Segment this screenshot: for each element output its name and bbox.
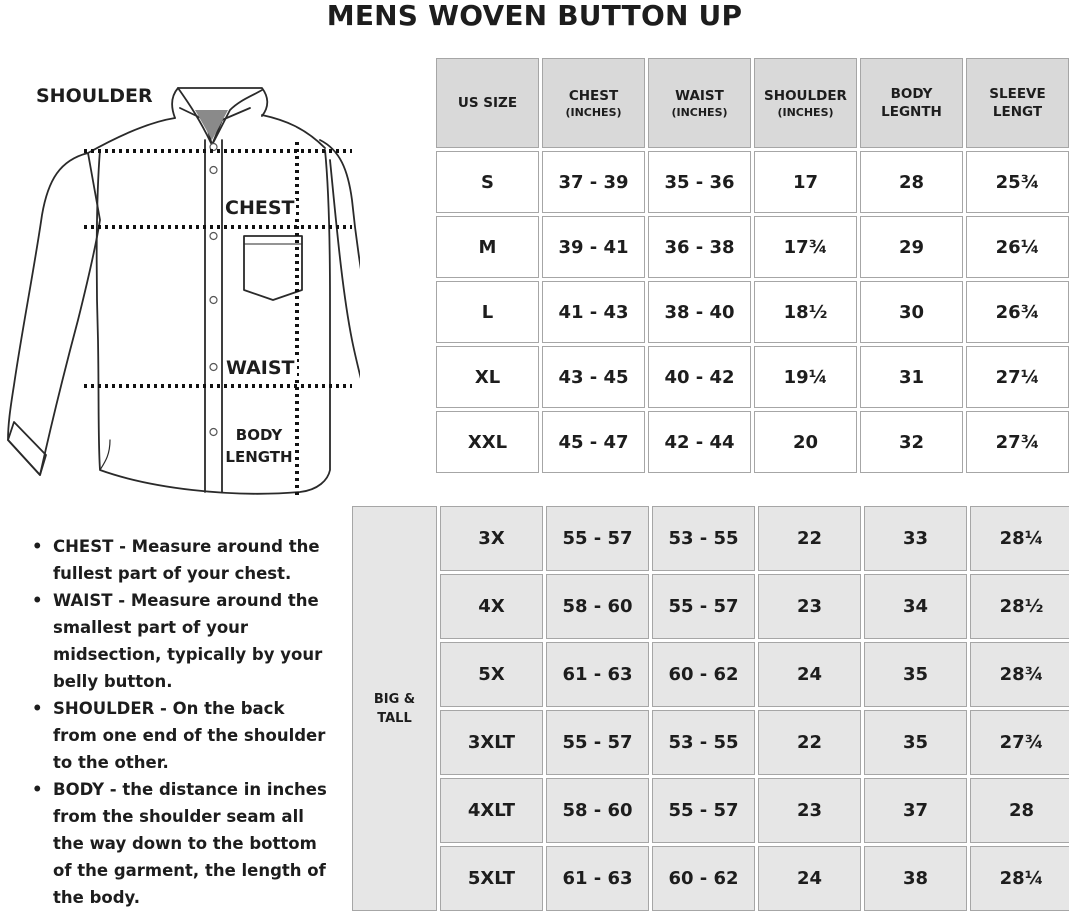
size-cell: 3X — [440, 506, 543, 571]
size-cell: 4X — [440, 574, 543, 639]
chest-cell: 43 - 45 — [542, 346, 645, 408]
regular-size-table — [436, 58, 1069, 473]
header-us-size-text: US SIZE — [457, 95, 518, 111]
header-waist — [648, 58, 751, 148]
sleeve-length-cell: 27¾ — [966, 411, 1069, 473]
body-length-cell: 28 — [860, 151, 963, 213]
shoulder-cell: 17 — [754, 151, 857, 213]
body-length-cell: 35 — [864, 710, 967, 775]
sleeve-length-cell: 26¼ — [966, 216, 1069, 278]
header-waist-unit: (INCHES) — [671, 105, 728, 119]
waist-cell: 53 - 55 — [652, 506, 755, 571]
header-shoulder-text: SHOULDER — [764, 87, 847, 104]
shoulder-cell: 23 — [758, 778, 861, 843]
size-cell: S — [436, 151, 539, 213]
body-length-cell: 31 — [860, 346, 963, 408]
waist-cell: 38 - 40 — [648, 281, 751, 343]
body-length-cell: 37 — [864, 778, 967, 843]
chest-cell: 61 - 63 — [546, 642, 649, 707]
size-cell: L — [436, 281, 539, 343]
size-cell: 5XLT — [440, 846, 543, 911]
header-chest-unit: (INCHES) — [565, 105, 622, 119]
shoulder-cell: 23 — [758, 574, 861, 639]
header-shoulder — [754, 58, 857, 148]
chest-cell: 58 - 60 — [546, 574, 649, 639]
big-tall-size-table — [352, 506, 1069, 911]
size-cell: 5X — [440, 642, 543, 707]
sleeve-length-cell: 28¼ — [970, 846, 1069, 911]
big-tall-label-line1: BIG & — [373, 691, 416, 707]
big-tall-label-line2: TALL — [377, 710, 412, 726]
body-length-cell: 35 — [864, 642, 967, 707]
chest-cell: 61 - 63 — [546, 846, 649, 911]
sleeve-length-cell: 28 — [970, 778, 1069, 843]
shirt-left-cuff — [8, 422, 46, 475]
shirt-right-sleeve — [320, 140, 360, 413]
page-title: MENS WOVEN BUTTON UP — [326, 0, 743, 32]
header-shoulder-unit: (INCHES) — [777, 105, 834, 119]
waist-cell: 60 - 62 — [652, 846, 755, 911]
shoulder-cell: 20 — [754, 411, 857, 473]
sleeve-length-cell: 25¾ — [966, 151, 1069, 213]
sleeve-length-cell: 27¾ — [970, 710, 1069, 775]
waist-cell: 60 - 62 — [652, 642, 755, 707]
sleeve-length-cell: 28¾ — [970, 642, 1069, 707]
size-cell: 4XLT — [440, 778, 543, 843]
header-sleeve-line2: LENGT — [992, 104, 1043, 120]
waist-cell: 36 - 38 — [648, 216, 751, 278]
chest-cell: 45 - 47 — [542, 411, 645, 473]
shoulder-cell: 22 — [758, 506, 861, 571]
chest-cell: 39 - 41 — [542, 216, 645, 278]
waist-cell: 35 - 36 — [648, 151, 751, 213]
chest-cell: 58 - 60 — [546, 778, 649, 843]
header-sleeve-line1: SLEEVE — [989, 86, 1046, 102]
shoulder-cell: 18½ — [754, 281, 857, 343]
header-body-line1: BODY — [890, 86, 933, 102]
size-cell: 3XLT — [440, 710, 543, 775]
shoulder-cell: 24 — [758, 846, 861, 911]
shoulder-cell: 22 — [758, 710, 861, 775]
sleeve-length-cell: 27¼ — [966, 346, 1069, 408]
measurement-notes — [30, 533, 330, 911]
shoulder-label: SHOULDER — [36, 85, 153, 107]
size-cell: XL — [436, 346, 539, 408]
header-us-size — [436, 58, 539, 148]
header-chest-text: CHEST — [568, 87, 619, 104]
shirt-left-sleeve — [8, 153, 100, 475]
chest-label: CHEST — [225, 197, 295, 219]
note-body: • BODY - the distance in inches from the shoulder seam all the way down to the bottom of the garment, the length of the body. — [30, 776, 330, 911]
waist-cell: 40 - 42 — [648, 346, 751, 408]
chest-cell: 41 - 43 — [542, 281, 645, 343]
sleeve-length-cell: 26¾ — [966, 281, 1069, 343]
shoulder-cell: 24 — [758, 642, 861, 707]
body-length-cell: 30 — [860, 281, 963, 343]
shirt-pocket — [244, 236, 302, 300]
chest-cell: 55 - 57 — [546, 710, 649, 775]
header-body-length — [860, 58, 963, 148]
waist-cell: 42 - 44 — [648, 411, 751, 473]
shirt-placket — [205, 140, 222, 492]
note-shoulder: • SHOULDER - On the back from one end of the shoulder to the other. — [30, 695, 330, 776]
body-length-cell: 32 — [860, 411, 963, 473]
waist-cell: 53 - 55 — [652, 710, 755, 775]
sleeve-length-cell: 28½ — [970, 574, 1069, 639]
shirt-diagram — [0, 80, 360, 510]
header-chest — [542, 58, 645, 148]
body-length-cell: 34 — [864, 574, 967, 639]
header-sleeve-length — [966, 58, 1069, 148]
size-cell: XXL — [436, 411, 539, 473]
note-waist: • WAIST - Measure around the smallest part of your midsection, typically by your belly button. — [30, 587, 330, 695]
size-cell: M — [436, 216, 539, 278]
shoulder-cell: 17¾ — [754, 216, 857, 278]
chest-cell: 37 - 39 — [542, 151, 645, 213]
big-tall-label — [352, 506, 437, 911]
waist-label: WAIST — [226, 357, 295, 379]
shoulder-cell: 19¼ — [754, 346, 857, 408]
chest-cell: 55 - 57 — [546, 506, 649, 571]
waist-cell: 55 - 57 — [652, 574, 755, 639]
body-length-cell: 33 — [864, 506, 967, 571]
sleeve-length-cell: 28¼ — [970, 506, 1069, 571]
body-length-cell: 29 — [860, 216, 963, 278]
body-length-label — [224, 424, 294, 468]
header-waist-text: WAIST — [675, 87, 724, 104]
body-length-label-line2: LENGTH — [225, 448, 293, 466]
body-length-label-line1: BODY — [235, 426, 283, 444]
note-chest: • CHEST - Measure around the fullest part of your chest. — [30, 533, 330, 587]
header-body-line2: LEGNTH — [881, 104, 942, 120]
body-length-cell: 38 — [864, 846, 967, 911]
waist-cell: 55 - 57 — [652, 778, 755, 843]
